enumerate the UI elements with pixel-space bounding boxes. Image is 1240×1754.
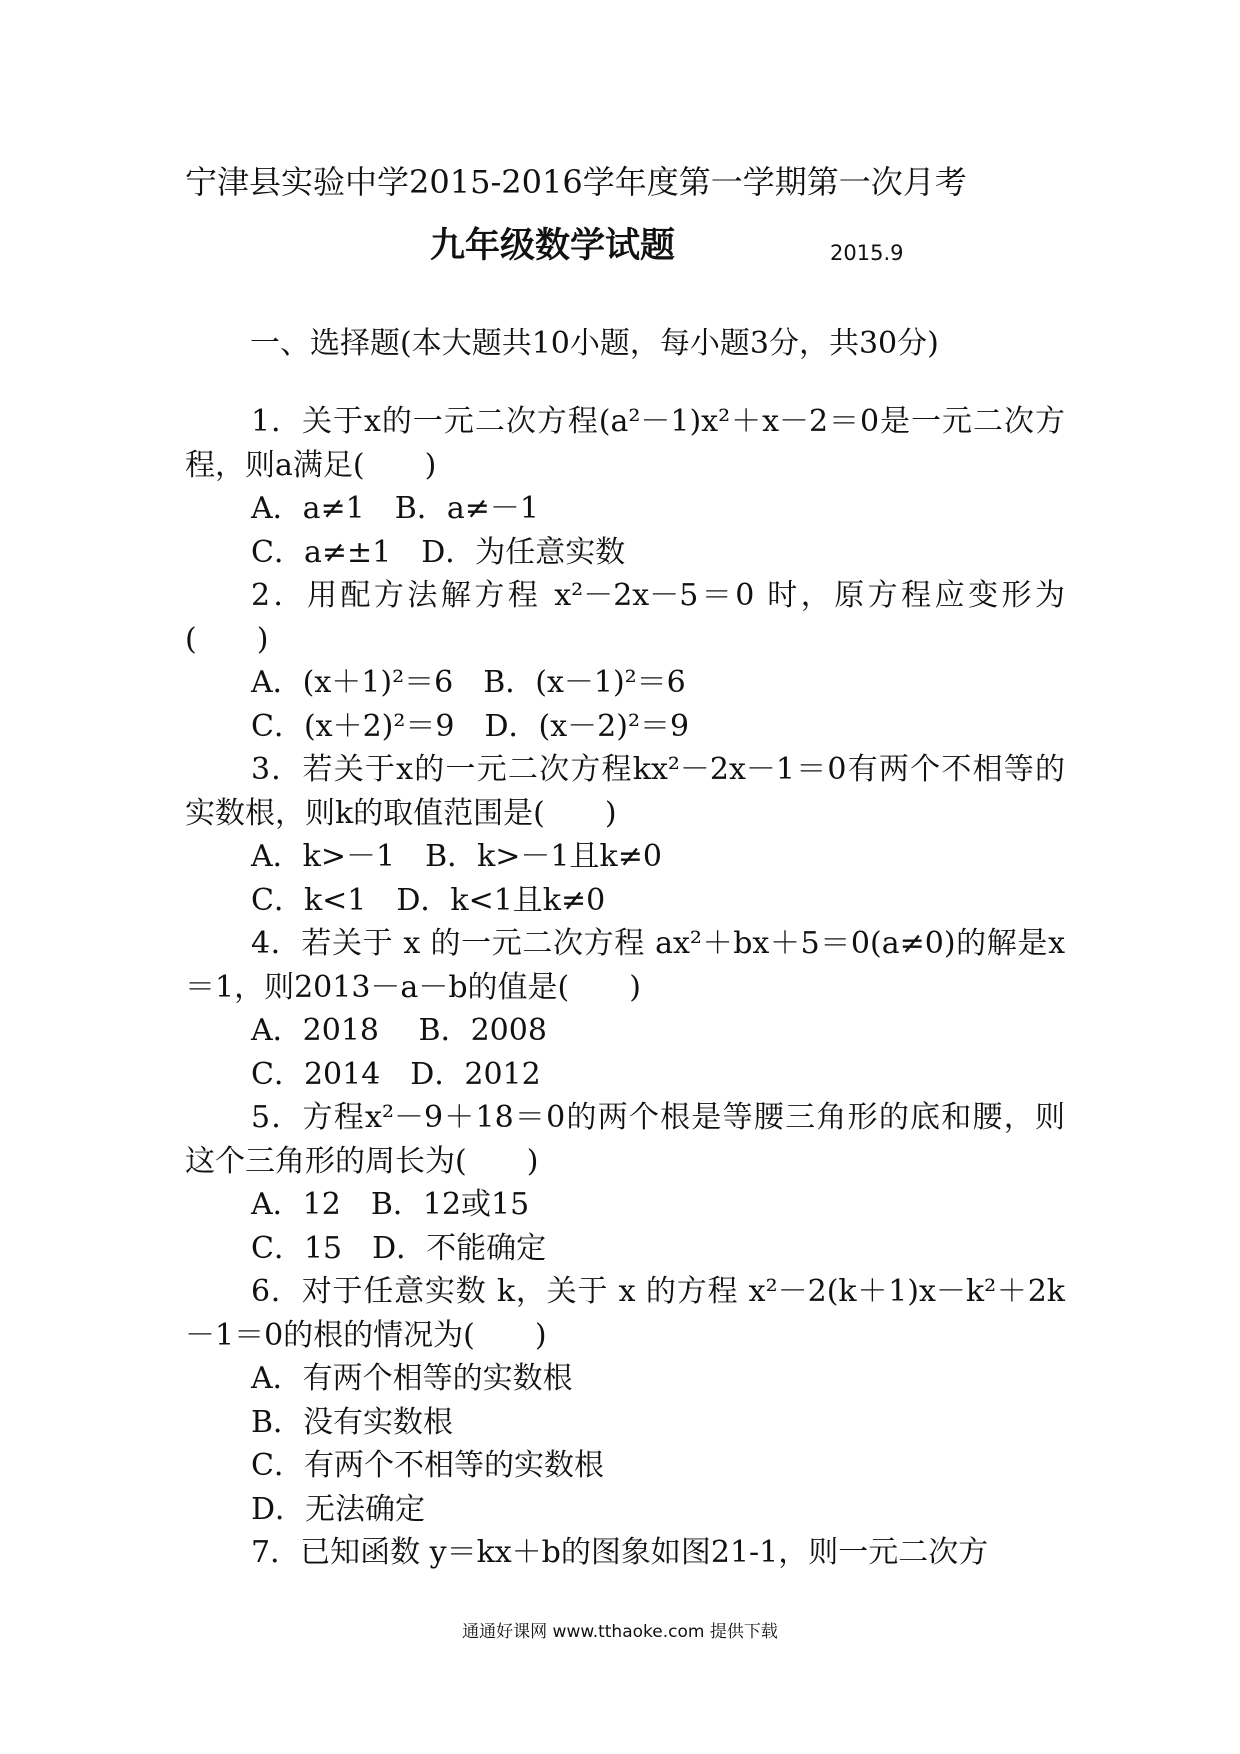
question-options: D．无法确定: [251, 1491, 426, 1527]
question-5: [185, 1096, 1065, 1270]
question-options: B．没有实数根: [251, 1404, 454, 1440]
section-heading: 一、选择题(本大题共10小题，每小题3分，共30分): [250, 326, 939, 361]
question-options: A．有两个相等的实数根: [251, 1361, 573, 1396]
question-options: C．a≠±1 D．为任意实数: [251, 534, 626, 570]
question-stem: 6．对于任意实数 k，关于 x 的方程 x²－2(k＋1)x－k²＋2k－1＝0的根的情况为( ): [185, 1274, 1065, 1353]
paper-title: 九年级数学试题: [430, 226, 676, 266]
question-stem: 7．已知函数 y＝kx＋b的图象如图21-1，则一元二次方: [251, 1535, 989, 1570]
footer-watermark: 通通好课网 www.tthaoke.com 提供下载: [462, 1622, 778, 1642]
question-options: A．a≠1 B．a≠－1: [251, 491, 539, 526]
question-options: A．2018 B．2008: [251, 1013, 547, 1048]
question-stem: 1．关于x的一元二次方程(a²－1)x²＋x－2＝0是一元二次方程，则a满足( ): [185, 404, 1065, 483]
question-6: [185, 1270, 1065, 1531]
question-stem: 2．用配方法解方程 x²－2x－5＝0 时，原方程应变形为( ): [185, 578, 1065, 657]
question-3: [185, 748, 1065, 922]
question-stem: 4．若关于 x 的一元二次方程 ax²＋bx＋5＝0(a≠0)的解是x＝1，则2013－a－b的值是( ): [185, 926, 1065, 1005]
question-4: [185, 922, 1065, 1096]
question-options: C．有两个不相等的实数根: [251, 1448, 604, 1483]
question-options: C．2014 D．2012: [251, 1056, 541, 1092]
question-list: [185, 400, 1065, 1575]
question-options: A．(x＋1)²＝6 B．(x－1)²＝6: [251, 665, 686, 700]
question-2: [185, 574, 1065, 748]
question-options: A．k>－1 B．k>－1且k≠0: [251, 839, 662, 874]
question-options: C．(x＋2)²＝9 D．(x－2)²＝9: [251, 708, 690, 744]
question-options: C．k<1 D．k<1且k≠0: [251, 882, 606, 918]
question-stem: 5．方程x²－9＋18＝0的两个根是等腰三角形的底和腰，则这个三角形的周长为( ): [185, 1100, 1065, 1179]
question-stem: 3．若关于x的一元二次方程kx²－2x－1＝0有两个不相等的实数根，则k的取值范围是( ): [185, 752, 1065, 831]
question-options: C．15 D．不能确定: [251, 1230, 547, 1266]
question-1: [185, 400, 1065, 574]
paper-date: 2015.9: [830, 241, 904, 265]
question-7: [185, 1531, 1065, 1575]
school-title: 宁津县实验中学2015-2016学年度第一学期第一次月考: [185, 163, 967, 201]
question-options: A．12 B．12或15: [251, 1187, 530, 1222]
